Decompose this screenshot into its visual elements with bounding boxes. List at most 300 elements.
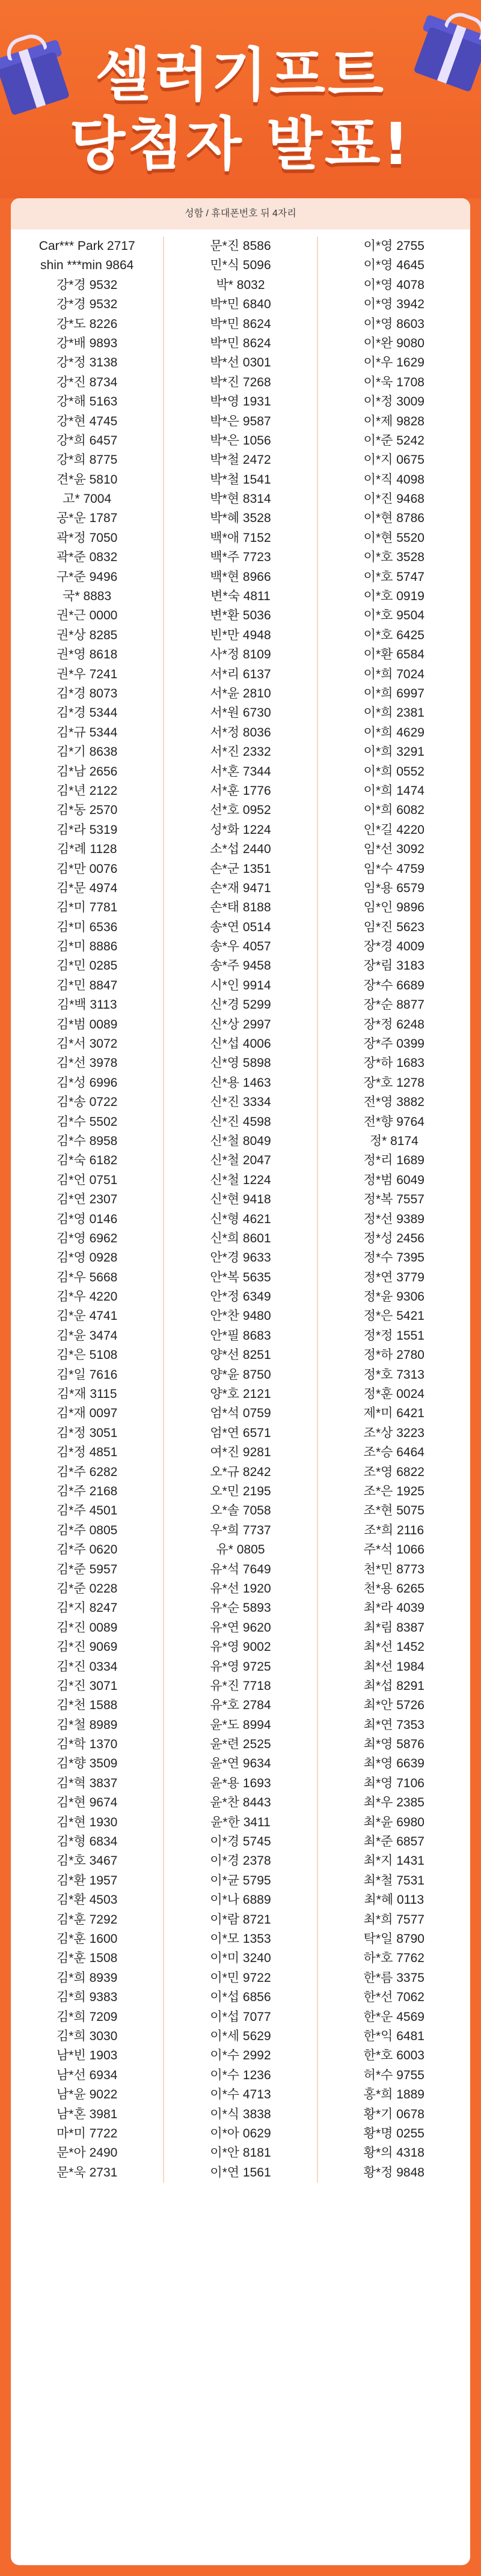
winner-entry: 손*태 8188	[210, 901, 271, 915]
winner-entry: 안*경 9633	[210, 1251, 271, 1265]
winner-entry: 박*혜 3528	[210, 511, 271, 526]
winner-entry: 송*우 4057	[210, 940, 271, 954]
winner-entry: 서*진 2332	[210, 745, 271, 759]
winner-entry: 권*영 8618	[57, 648, 118, 662]
winner-entry: 김*수 8958	[57, 1134, 118, 1148]
winner-entry: 이*호 5747	[363, 570, 424, 584]
winner-entry: 강*희 6457	[57, 433, 118, 448]
winner-entry: 손*군 1351	[210, 861, 271, 876]
winner-entry: 한*선 7062	[363, 1990, 424, 2005]
winner-entry: 문*욱 2731	[57, 2165, 118, 2180]
winner-entry: 김*년 2122	[57, 783, 118, 798]
winner-entry: 김*남 2656	[57, 764, 118, 779]
winner-entry: 양*호 2121	[210, 1387, 271, 1402]
winner-entry: 김*진 9069	[57, 1640, 118, 1654]
winner-entry: 주*석 1066	[363, 1543, 424, 1557]
winner-entry: 이*호 0919	[363, 589, 424, 604]
winner-entry: 하*호 7762	[363, 1951, 424, 1966]
winner-entry: 김*미 6536	[57, 920, 118, 934]
winner-entry: 이*민 9722	[210, 1970, 271, 1985]
winner-entry: 김*환 4503	[57, 1893, 118, 1907]
winner-entry: 신*진 3334	[210, 1095, 271, 1110]
winner-entry: 최*준 6857	[363, 1835, 424, 1849]
winner-entry: 임*진 5623	[363, 920, 424, 934]
winner-entry: 김*성 6996	[57, 1075, 118, 1090]
winner-entry: 김*철 8989	[57, 1718, 118, 1732]
winner-entry: 이*우 1629	[363, 356, 424, 370]
winner-entry: 오*솔 7058	[210, 1504, 271, 1518]
winner-entry: 최*영 6639	[363, 1757, 424, 1771]
winner-entry: 김*민 8847	[57, 978, 118, 992]
winner-entry: 김*경 5344	[57, 706, 118, 720]
winner-entry: 황*정 9848	[363, 2165, 424, 2180]
winner-entry: 양*윤 8750	[210, 1367, 271, 1382]
winner-entry: 이*희 1474	[363, 783, 424, 798]
winner-entry: 송*연 0514	[210, 920, 271, 934]
winner-entry: 조*상 3223	[363, 1426, 424, 1440]
winner-entry: 강*도 8226	[57, 317, 118, 331]
winner-entry: 이*진 9468	[363, 492, 424, 506]
winner-entry: 민*식 5096	[210, 258, 271, 273]
winner-entry: 정*연 3779	[363, 1270, 424, 1284]
winner-entry: 한*호 6003	[363, 2049, 424, 2063]
winner-entry: 천*민 8773	[363, 1562, 424, 1576]
winner-entry: 최*안 5726	[363, 1698, 424, 1713]
winner-entry: 유*영 9002	[210, 1640, 271, 1654]
winner-entry: 최*우 2385	[363, 1796, 424, 1810]
winner-entry: 김*연 2307	[57, 1192, 118, 1207]
winner-entry: 이*영 3942	[363, 297, 424, 312]
winner-entry: 정*성 2456	[363, 1231, 424, 1245]
winner-entry: 장*수 6689	[363, 978, 424, 992]
winner-entry: 최*림 8387	[363, 1620, 424, 1635]
winner-entry: 김*훈 1508	[57, 1951, 118, 1966]
winner-entry: 김*서 3072	[57, 1037, 118, 1051]
winner-entry: 문*아 2490	[57, 2146, 118, 2160]
winner-entry: 유* 0805	[216, 1543, 265, 1557]
winner-entry: 유*선 1920	[210, 1581, 271, 1596]
winner-entry: 유*석 7649	[210, 1562, 271, 1576]
winner-entry: 유*호 2784	[210, 1698, 271, 1713]
table-caption: 성함 / 휴대폰번호 뒤 4자리	[11, 198, 470, 229]
winner-entry: 안*정 6349	[210, 1290, 271, 1304]
winner-entry: 강*해 5163	[57, 395, 118, 409]
winner-entry: 사*정 8109	[210, 648, 271, 662]
winner-entry: 최*선 1452	[363, 1640, 424, 1654]
winner-entry: 장*정 6248	[363, 1017, 424, 1031]
winner-entry: 김*규 5344	[57, 725, 118, 740]
winner-entry: 최*라 4039	[363, 1601, 424, 1615]
winner-entry: 김*주 0620	[57, 1543, 118, 1557]
winner-entry: 손*재 9471	[210, 881, 271, 895]
winner-entry: 박*진 7268	[210, 375, 271, 389]
winner-entry: 한*름 3375	[363, 1970, 424, 1985]
winner-entry: 신*희 8601	[210, 1231, 271, 1245]
winner-entry: 장*림 3183	[363, 959, 424, 973]
winner-entry: 김*영 6962	[57, 1231, 118, 1245]
winners-table	[11, 229, 470, 2183]
winner-entry: 임*용 6579	[363, 881, 424, 895]
winner-entry: 김*선 3978	[57, 1056, 118, 1071]
winner-entry: 김*문 4974	[57, 881, 118, 895]
winner-entry: 김*환 1957	[57, 1873, 118, 1888]
winner-entry: 조*승 6464	[363, 1445, 424, 1460]
winner-entry: 이*지 0675	[363, 453, 424, 467]
winner-entry: 조*현 5075	[363, 1504, 424, 1518]
winner-entry: 이*희 7024	[363, 667, 424, 681]
winner-entry: 전*영 3882	[363, 1095, 424, 1110]
winner-entry: 박*철 1541	[210, 472, 271, 487]
winner-entry: 김*희 9383	[57, 1990, 118, 2005]
page-title-line1: 셀러기프트	[95, 41, 386, 109]
winner-entry: 강*희 8775	[57, 453, 118, 467]
winner-entry: 강*배 9893	[57, 336, 118, 350]
winner-entry: 김*현 9674	[57, 1796, 118, 1810]
winner-entry: 안*필 8683	[210, 1328, 271, 1343]
winner-entry: 김*언 0751	[57, 1173, 118, 1187]
winner-entry: 김*재 3115	[57, 1387, 117, 1402]
winner-entry: 김*재 0097	[57, 1406, 118, 1421]
winner-entry: 김*학 1370	[57, 1737, 118, 1752]
winner-entry: 백*주 7723	[210, 550, 271, 565]
winner-entry: 천*용 6265	[363, 1581, 424, 1596]
winner-entry: 김*희 7209	[57, 2009, 118, 2024]
winner-entry: 변*숙 4811	[210, 589, 271, 604]
winner-entry: 이*영 2755	[363, 239, 424, 253]
winner-entry: 박*철 2472	[210, 453, 271, 467]
winner-entry: 김*준 5957	[57, 1562, 118, 1576]
winner-entry: 정*호 7313	[363, 1367, 424, 1382]
winner-entry: 여*진 9281	[210, 1445, 271, 1460]
winner-entry: 유*진 7718	[210, 1678, 271, 1693]
winner-entry: 김*미 7781	[57, 901, 118, 915]
winner-entry: 허*수 9755	[363, 2068, 424, 2082]
winner-entry: 이*수 2992	[210, 2049, 271, 2063]
winner-entry: 임*인 9896	[363, 901, 424, 915]
winner-entry: 윤*한 3411	[210, 1815, 271, 1829]
winner-entry: 남*혼 3981	[57, 2107, 118, 2121]
winner-entry: 탁*일 8790	[363, 1931, 424, 1946]
winner-entry: 이*호 3528	[363, 550, 424, 565]
winner-entry: 시*인 9914	[210, 978, 271, 992]
winner-entry: 곽*정 7050	[57, 530, 118, 545]
winner-entry: 김*정 4851	[57, 1445, 118, 1460]
winner-entry: 장*경 4009	[363, 940, 424, 954]
winner-entry: 이*영 4645	[363, 258, 424, 273]
winner-entry: 김*미 8886	[57, 940, 118, 954]
winner-entry: 빈*만 4948	[210, 628, 271, 642]
winner-entry: 이*희 0552	[363, 764, 424, 779]
page-title-line2: 당첨자 발표!	[69, 111, 412, 178]
winner-entry: 정*선 9389	[363, 1212, 424, 1226]
winner-entry: 변*환 5036	[210, 609, 271, 623]
winner-entry: 최*지 1431	[363, 1854, 424, 1868]
winner-entry: 유*영 9725	[210, 1659, 271, 1674]
winner-entry: 김*일 7616	[57, 1367, 118, 1382]
winner-entry: 서*정 8036	[210, 725, 271, 740]
winner-entry: 김*은 5108	[57, 1348, 118, 1362]
winner-entry: 이*완 9080	[363, 336, 424, 350]
winner-entry: 이*람 8721	[210, 1912, 271, 1927]
winner-entry: 유*순 5893	[210, 1601, 271, 1615]
winner-entry: 김*현 1930	[57, 1815, 118, 1829]
winner-entry: 김*지 8247	[57, 1601, 118, 1615]
winner-entry: 최*영 5876	[363, 1737, 424, 1752]
winner-entry: 권*우 7241	[57, 667, 118, 681]
winner-entry: 국* 8883	[63, 589, 112, 604]
winner-entry: 안*찬 9480	[210, 1309, 271, 1323]
winner-entry: 김*경 8073	[57, 686, 118, 700]
winner-entry: 조*희 2116	[364, 1523, 424, 1537]
winner-entry: 김*영 0928	[57, 1251, 118, 1265]
winner-entry: 김*숙 6182	[57, 1153, 118, 1168]
winner-entry: 최*섭 8291	[363, 1678, 424, 1693]
winner-entry: 이*욱 1708	[363, 375, 424, 389]
winners-column-2	[163, 237, 316, 2183]
winner-entry: 이*섭 6856	[210, 1990, 271, 2005]
winner-entry: 박*민 8624	[210, 317, 271, 331]
winner-entry: 이*희 6997	[363, 686, 424, 700]
winner-entry: 우*희 7737	[210, 1523, 271, 1537]
winner-entry: 고* 7004	[63, 492, 112, 506]
winner-entry: 정*수 7395	[363, 1251, 424, 1265]
winner-entry: 이*연 1561	[210, 2165, 271, 2180]
winner-entry: 신*경 5299	[210, 998, 271, 1012]
winner-entry: 이*제 9828	[363, 414, 424, 428]
winner-entry: 신*형 4621	[210, 1212, 271, 1226]
winner-entry: 정*윤 9306	[363, 1290, 424, 1304]
winner-entry: 이*경 2378	[210, 1854, 271, 1868]
winner-entry: 김*동 2570	[57, 803, 118, 818]
winner-entry: 엄*연 6571	[210, 1426, 271, 1440]
winner-entry: 정*은 5421	[363, 1309, 424, 1323]
winner-entry: 김*례 1128	[57, 842, 117, 857]
winner-entry: 이*나 6889	[210, 1893, 271, 1907]
winner-entry: 장*순 8877	[363, 998, 424, 1012]
winner-entry: 강*경 9532	[57, 297, 118, 312]
winner-entry: 박*은 1056	[210, 433, 271, 448]
winner-entry: 정*훈 0024	[363, 1387, 424, 1402]
winner-entry: 김*민 0285	[57, 959, 118, 973]
winner-entry: 한*운 4569	[363, 2009, 424, 2024]
winner-entry: 최*영 7106	[363, 1776, 424, 1790]
winner-entry: 이*미 3240	[210, 1951, 271, 1966]
winner-entry: 선*호 0952	[210, 803, 271, 818]
winner-entry: 최*희 7577	[363, 1912, 424, 1927]
winner-entry: 이*아 0629	[210, 2126, 271, 2140]
winner-entry: 서*윤 2810	[210, 686, 271, 700]
winner-entry: 이*안 8181	[210, 2146, 271, 2160]
winner-entry: 신*진 4598	[210, 1114, 271, 1129]
winner-entry: 정*정 1551	[363, 1328, 424, 1343]
winner-entry: 황*의 4318	[363, 2146, 424, 2160]
winner-entry: 최*혜 0113	[364, 1893, 424, 1907]
winner-entry: 김*천 1588	[57, 1698, 118, 1713]
winner-entry: 김*우 5668	[57, 1270, 118, 1284]
winner-entry: 김*호 3467	[57, 1854, 118, 1868]
winner-entry: 최*연 7353	[363, 1718, 424, 1732]
winner-entry: 이*호 9504	[363, 609, 424, 623]
winner-entry: 이*환 6584	[363, 648, 424, 662]
winner-entry: 박*민 6840	[210, 297, 271, 312]
winner-entry: 서*원 6730	[210, 706, 271, 720]
winner-entry: 윤*련 2525	[210, 1737, 271, 1752]
winner-entry: Car*** Park 2717	[38, 239, 135, 253]
winner-entry: 이*경 5745	[210, 1835, 271, 1849]
winner-entry: 김*주 2168	[57, 1484, 118, 1498]
winner-entry: 이*세 5629	[210, 2029, 271, 2043]
winner-entry: 김*라 5319	[57, 822, 118, 837]
winner-entry: 김*송 0722	[57, 1095, 118, 1110]
winner-entry: 제*미 6421	[363, 1406, 424, 1421]
winner-entry: 권*근 0000	[57, 609, 118, 623]
winner-entry: 최*철 7531	[363, 1873, 424, 1888]
winner-entry: 한*익 6481	[363, 2029, 424, 2043]
winner-entry: 이*준 5242	[363, 433, 424, 448]
winner-entry: 임*수 4759	[363, 861, 424, 876]
winner-entry: 조*영 6822	[363, 1465, 424, 1479]
winner-entry: 조*은 1925	[363, 1484, 424, 1498]
winner-entry: 김*향 3509	[57, 1757, 118, 1771]
winner-entry: 공*운 1787	[57, 511, 118, 526]
winner-entry: 강*경 9532	[57, 278, 118, 292]
winner-entry: 김*윤 3474	[57, 1328, 118, 1343]
winner-entry: 이*호 6425	[363, 628, 424, 642]
winner-entry: 박*은 9587	[210, 414, 271, 428]
winner-entry: 신*상 2997	[210, 1017, 271, 1031]
winner-entry: 김*수 5502	[57, 1114, 118, 1129]
winner-entry: 정*범 6049	[363, 1173, 424, 1187]
winner-entry: 김*주 0805	[57, 1523, 118, 1537]
winner-entry: 이*모 1353	[210, 1931, 271, 1946]
winner-entry: 김*진 0334	[57, 1659, 118, 1674]
winner-entry: 김*백 3113	[57, 998, 117, 1012]
winner-entry: 이*식 3838	[210, 2107, 271, 2121]
winner-entry: 서*훈 1776	[210, 783, 271, 798]
winner-entry: 신*영 5898	[210, 1056, 271, 1071]
winners-column-1	[11, 237, 163, 2183]
winner-entry: 서*리 6137	[210, 667, 271, 681]
winner-entry: 김*형 6834	[57, 1835, 118, 1849]
winner-entry: 김*운 4741	[57, 1309, 118, 1323]
winner-entry: 견*윤 5810	[57, 472, 118, 487]
winner-entry: 문*진 8586	[210, 239, 271, 253]
winner-entry: 김*만 0076	[57, 861, 118, 876]
winners-column-3	[317, 237, 470, 2183]
winner-entry: 강*현 4745	[57, 414, 118, 428]
winner-entry: 이*영 8603	[363, 317, 424, 331]
winner-entry: 남*윤 9022	[57, 2088, 118, 2102]
winner-entry: 백*애 7152	[210, 530, 271, 545]
winner-entry: 이*균 5795	[210, 1873, 271, 1888]
winner-entry: 박*영 1931	[210, 395, 271, 409]
winner-entry: 정*리 1689	[363, 1153, 424, 1168]
winner-entry: 박*민 8624	[210, 336, 271, 350]
winner-entry: 황*명 0255	[363, 2126, 424, 2140]
winner-entry: 백*현 8966	[210, 570, 271, 584]
winner-entry: 김*주 6282	[57, 1465, 118, 1479]
winner-entry: 신*철 1224	[210, 1173, 271, 1187]
winner-entry: 이*정 3009	[363, 395, 424, 409]
winner-entry: 구*준 9496	[57, 570, 118, 584]
winner-entry: 정* 8174	[369, 1134, 418, 1148]
hero-banner	[0, 0, 481, 198]
winner-entry: 이*희 6082	[363, 803, 424, 818]
winner-entry: 곽*준 0832	[57, 550, 118, 565]
winner-entry: 김*기 8638	[57, 745, 118, 759]
winner-entry: 박*현 8314	[210, 492, 271, 506]
winner-entry: 엄*석 0759	[210, 1406, 271, 1421]
winner-entry: 소*섭 2440	[210, 842, 271, 857]
winner-entry: 윤*용 1693	[210, 1776, 271, 1790]
winner-entry: 장*주 0399	[363, 1037, 424, 1051]
winner-entry: 권*상 8285	[57, 628, 118, 642]
winner-entry: 김*영 0146	[57, 1212, 118, 1226]
winner-entry: 이*영 4078	[363, 278, 424, 292]
winner-entry: 성*화 1224	[210, 822, 271, 837]
winner-entry: 김*혁 3837	[57, 1776, 118, 1790]
winner-entry: 이*희 2381	[363, 706, 424, 720]
winner-entry: 김*희 8939	[57, 1970, 118, 1985]
winner-entry: 양*선 8251	[210, 1348, 271, 1362]
winner-entry: shin ***min 9864	[40, 258, 134, 273]
winner-entry: 김*정 3051	[57, 1426, 118, 1440]
winner-entry: 정*복 7557	[363, 1192, 424, 1207]
winner-entry: 김*우 4220	[57, 1290, 118, 1304]
winner-entry: 신*섭 4006	[210, 1037, 271, 1051]
winner-entry: 이*희 4629	[363, 725, 424, 740]
winner-entry: 이*현 5520	[363, 530, 424, 545]
winner-entry: 김*진 3071	[57, 1678, 118, 1693]
winner-entry: 남*선 6934	[57, 2068, 118, 2082]
winner-entry: 오*민 2195	[210, 1484, 271, 1498]
winner-entry: 김*범 0089	[57, 1017, 118, 1031]
winner-entry: 마*미 7722	[57, 2126, 118, 2140]
winner-entry: 김*준 0228	[57, 1581, 118, 1596]
winner-entry: 인*길 4220	[363, 822, 424, 837]
winner-entry: 이*직 4098	[363, 472, 424, 487]
winner-entry: 김*주 4501	[57, 1504, 118, 1518]
winner-entry: 김*진 0089	[57, 1620, 118, 1635]
winner-entry: 박* 8032	[216, 278, 265, 292]
winner-entry: 이*섭 7077	[210, 2009, 271, 2024]
winner-entry: 유*연 9620	[210, 1620, 271, 1635]
winner-entry: 강*진 8734	[57, 375, 118, 389]
winner-entry: 강*정 3138	[57, 356, 118, 370]
winner-entry: 임*선 3092	[363, 842, 424, 857]
winner-entry: 홍*희 1889	[363, 2088, 424, 2102]
winner-entry: 박*선 0301	[210, 356, 271, 370]
winner-entry: 안*복 5635	[210, 1270, 271, 1284]
winner-entry: 장*하 1683	[363, 1056, 424, 1071]
winner-entry: 신*용 1463	[210, 1075, 271, 1090]
winner-entry: 정*하 2780	[363, 1348, 424, 1362]
winner-entry: 최*선 1984	[363, 1659, 424, 1674]
winner-entry: 김*희 3030	[57, 2029, 118, 2043]
winner-entry: 송*주 9458	[210, 959, 271, 973]
winner-entry: 최*윤 6980	[363, 1815, 424, 1829]
winner-entry: 김*훈 1600	[57, 1931, 118, 1946]
winner-entry: 장*호 1278	[363, 1075, 424, 1090]
winner-entry: 오*규 8242	[210, 1465, 271, 1479]
winners-card	[11, 198, 470, 2565]
winner-entry: 이*현 8786	[363, 511, 424, 526]
winner-entry: 전*향 9764	[363, 1114, 424, 1129]
winner-entry: 김*훈 7292	[57, 1912, 118, 1927]
winner-entry: 윤*연 9634	[210, 1757, 271, 1771]
winner-entry: 신*철 8049	[210, 1134, 271, 1148]
winner-entry: 황*기 0678	[363, 2107, 424, 2121]
